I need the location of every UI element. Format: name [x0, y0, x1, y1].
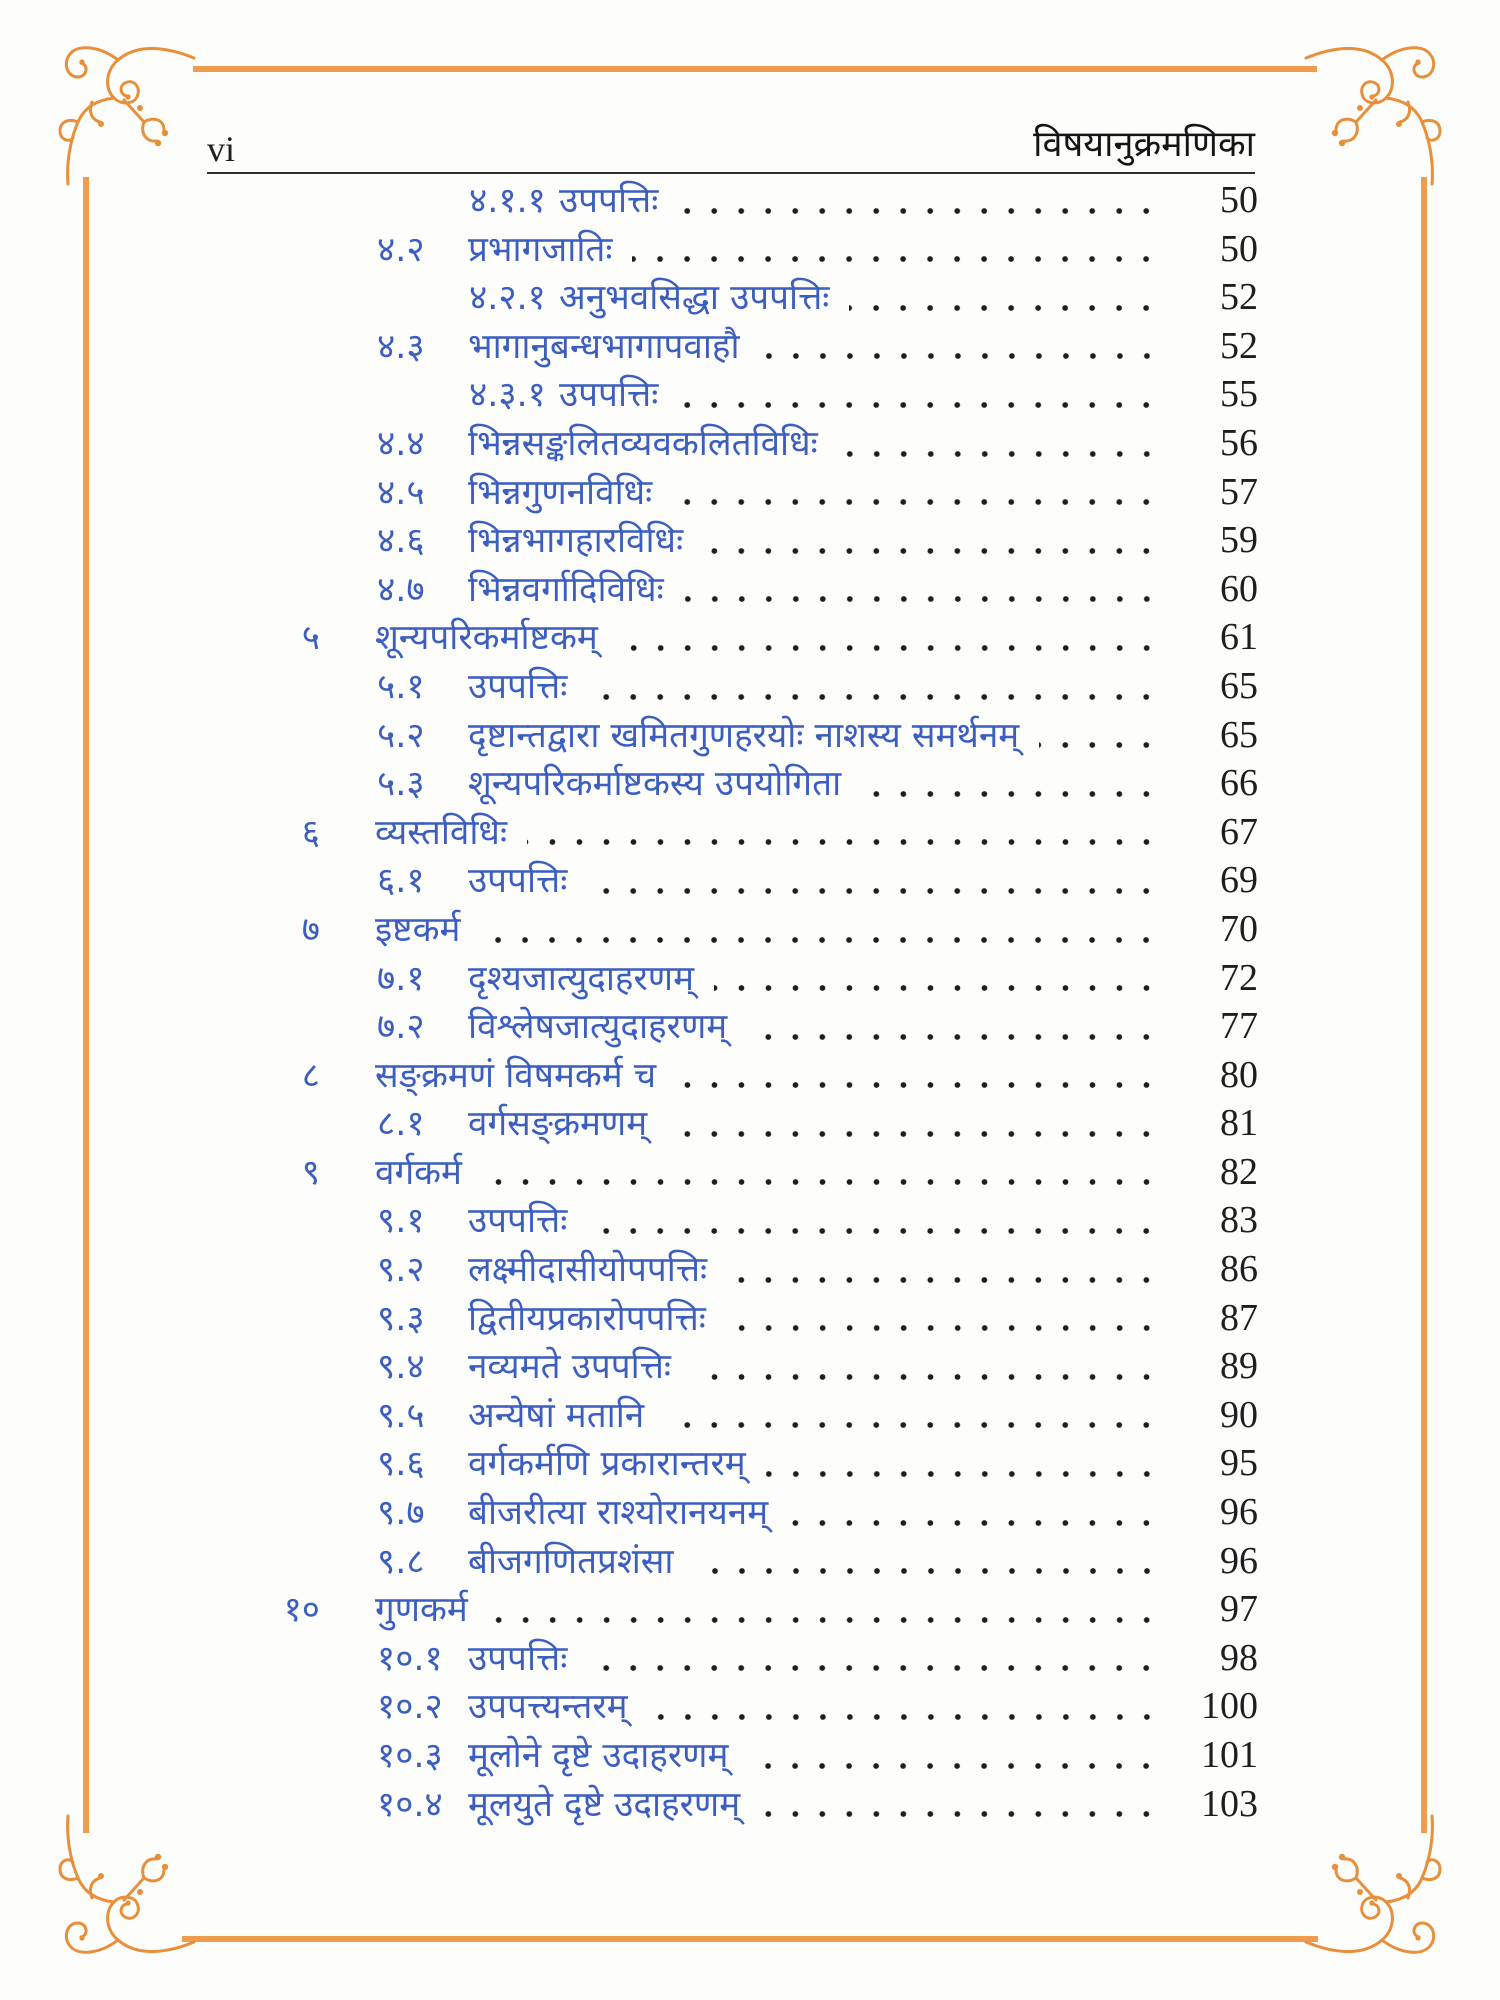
toc-entry-page: 81: [1220, 1102, 1258, 1145]
toc-entry-number: ५: [301, 618, 320, 659]
toc-entry: [283, 565, 1258, 614]
toc-entry: [283, 273, 1258, 322]
toc-entry-number: १०: [283, 1590, 320, 1631]
toc-entry-number: ४.२.१: [469, 278, 546, 319]
dot-leader: [861, 759, 1162, 808]
dot-leader: [694, 1537, 1163, 1586]
toc-entry-title: अनुभवसिद्धा उपपत्तिः: [559, 278, 830, 319]
frame-line-bottom: [182, 1936, 1318, 1942]
dot-leader: [676, 1051, 1162, 1100]
toc-entry-page: 52: [1220, 276, 1258, 319]
toc-entry: [283, 1585, 1258, 1634]
toc-entry: [283, 1780, 1258, 1829]
page-folio: vi: [207, 129, 236, 169]
toc-entry-number: ९.६: [377, 1444, 425, 1485]
dot-leader: [684, 565, 1162, 614]
dot-leader: [667, 1099, 1162, 1148]
toc-entry-number: ९.१: [377, 1201, 425, 1242]
toc-entry-title: वर्गकर्मणि प्रकारान्तरम्: [468, 1444, 746, 1485]
toc-entry-number: ७: [301, 909, 320, 950]
toc-entry-page: 69: [1220, 859, 1258, 902]
toc-entry-number: ६.१: [377, 861, 425, 902]
toc-entry: [283, 662, 1258, 711]
toc-entry-title: अन्येषां मतानि: [468, 1395, 645, 1436]
toc-entry-number: ४.३.१: [469, 375, 546, 416]
toc-entry-page: 101: [1201, 1734, 1258, 1776]
toc-entry: [283, 1682, 1258, 1731]
toc-entry-title: बीजगणितप्रशंसा: [468, 1541, 674, 1582]
corner-flourish-icon: [1302, 1812, 1452, 1962]
toc-entry-title: बीजरीत्या राश्योरानयनम्: [468, 1493, 769, 1534]
toc-entry: [283, 1731, 1258, 1780]
dot-leader: [480, 905, 1162, 954]
toc-entry-page: 96: [1220, 1491, 1258, 1534]
toc-entry-page: 65: [1220, 664, 1258, 707]
dot-leader: [678, 370, 1162, 419]
toc-entry-title: उपपत्तिः: [468, 1201, 568, 1242]
toc-entry-title: भिन्नसङ्कलितव्यवकलितविधिः: [468, 423, 818, 464]
toc-entry-page: 97: [1220, 1588, 1258, 1631]
toc-entry-page: 103: [1201, 1782, 1258, 1825]
dot-leader: [664, 1391, 1162, 1440]
header-rule: [207, 172, 1255, 174]
toc-entry-number: ९.३: [377, 1298, 425, 1339]
toc-entry-number: ८.१: [377, 1104, 425, 1145]
toc-entry-page: 61: [1220, 616, 1258, 659]
dot-leader: [747, 1002, 1162, 1051]
toc-entry-title: वर्गकर्म: [375, 1152, 462, 1193]
dot-leader: [726, 1294, 1162, 1343]
toc-entry-number: ४.१.१: [469, 181, 546, 221]
toc-entry-title: विश्लेषजात्युदाहरणम्: [468, 1007, 728, 1048]
dot-leader: [488, 1585, 1162, 1634]
toc-entry-title: दृष्टान्तद्वारा खमितगुणहरयोः नाशस्य समर्थनम्: [468, 715, 1020, 756]
page-title: विषयानुक्रमणिका: [1033, 124, 1255, 165]
dot-leader: [632, 225, 1162, 274]
toc-entry: [283, 905, 1258, 954]
toc-entry-number: ९.५: [377, 1395, 425, 1436]
toc-entry-number: १०.४: [377, 1784, 443, 1825]
toc-entry-title: गुणकर्म: [375, 1590, 468, 1631]
toc-entry-title: मूलोने दृष्टे उदाहरणम्: [468, 1736, 729, 1776]
toc-entry-number: १०.२: [377, 1687, 443, 1728]
toc-entry-page: 67: [1220, 810, 1258, 853]
toc-entry-page: 82: [1220, 1150, 1258, 1193]
toc-entry-number: ९.७: [377, 1493, 425, 1534]
toc-entry-number: ४.५: [377, 472, 425, 513]
toc-entry-title: उपपत्तिः: [468, 666, 568, 707]
toc-entry: [283, 759, 1258, 808]
toc-entry: [283, 613, 1258, 662]
toc-entry-number: ६: [301, 812, 320, 853]
toc-entry: [283, 225, 1258, 274]
toc-entry-title: नव्यमते उपपत्तिः: [468, 1347, 671, 1388]
toc-entry-number: ९: [301, 1152, 320, 1193]
toc-entry-page: 90: [1220, 1393, 1258, 1436]
toc-entry: [283, 856, 1258, 905]
toc-entry-number: ७.१: [377, 958, 425, 999]
toc-entry: [283, 1294, 1258, 1343]
toc-entry-title: भिन्नभागहारविधिः: [468, 521, 684, 562]
dot-leader: [527, 808, 1162, 857]
dot-leader: [482, 1148, 1162, 1197]
toc-entry: [283, 711, 1258, 760]
toc-entry-number: ७.२: [377, 1007, 425, 1048]
toc-entry-title: शून्यपरिकर्माष्टकम्: [375, 618, 598, 659]
toc-entry-title: इष्टकर्म: [375, 909, 461, 950]
toc-entry-number: १०.३: [377, 1736, 443, 1776]
dot-leader: [678, 176, 1162, 225]
toc-entry-title: व्यस्तविधिः: [375, 812, 508, 853]
toc-entry-title: भिन्नगुणनविधिः: [468, 472, 653, 513]
dot-leader: [727, 1245, 1162, 1294]
frame-line-right: [1421, 177, 1427, 1833]
toc-entry-number: ९.८: [377, 1541, 425, 1582]
toc-entry-number: ५.१: [377, 666, 425, 707]
toc-entry-page: 98: [1220, 1636, 1258, 1679]
dot-leader: [587, 856, 1162, 905]
toc-entry: [283, 954, 1258, 1003]
toc-entry: [283, 468, 1258, 517]
toc-entry-title: भिन्नवर्गादिविधिः: [468, 569, 664, 610]
toc-entry-page: 57: [1220, 470, 1258, 513]
frame-line-left: [83, 177, 89, 1833]
toc-entry-page: 66: [1220, 762, 1258, 805]
toc-entry-title: भागानुबन्धभागापवाहौ: [468, 326, 740, 367]
dot-leader: [748, 1731, 1162, 1780]
toc-entry-number: ९.४: [377, 1347, 425, 1388]
dot-leader: [691, 1342, 1162, 1391]
dot-leader: [760, 322, 1162, 371]
toc-entry: [283, 1148, 1258, 1197]
dot-leader: [1039, 711, 1162, 760]
toc-entry: [283, 176, 1258, 225]
dot-leader: [760, 1780, 1162, 1829]
toc-entry-number: ५.३: [377, 764, 425, 805]
dot-leader: [587, 662, 1162, 711]
toc-entry-title: शून्यपरिकर्माष्टकस्य उपयोगिता: [468, 764, 842, 805]
frame-line-top: [193, 66, 1317, 72]
toc-entry-page: 87: [1220, 1296, 1258, 1339]
toc-entry: [283, 1196, 1258, 1245]
toc-entry-page: 65: [1220, 713, 1258, 756]
dot-leader: [672, 468, 1162, 517]
toc-entry-page: 96: [1220, 1539, 1258, 1582]
corner-flourish-icon: [1302, 38, 1452, 188]
toc-entry-page: 100: [1201, 1685, 1258, 1728]
toc-entry: [283, 1537, 1258, 1586]
dot-leader: [766, 1439, 1162, 1488]
dot-leader: [618, 613, 1162, 662]
toc-entry-page: 70: [1220, 907, 1258, 950]
toc-entry-title: दृश्यजात्युदाहरणम्: [468, 958, 695, 999]
toc-entry-title: लक्ष्मीदासीयोपपत्तिः: [468, 1250, 708, 1291]
toc-entry: [283, 1245, 1258, 1294]
toc-entry: [283, 1391, 1258, 1440]
toc-entry-number: ४.३: [377, 326, 425, 367]
toc-entry-number: ९.२: [377, 1250, 425, 1291]
toc-entry: [283, 1002, 1258, 1051]
toc-entry: [283, 322, 1258, 371]
toc-entry-page: 50: [1220, 227, 1258, 270]
toc-entry: [283, 1634, 1258, 1683]
toc-entry-page: 89: [1220, 1345, 1258, 1388]
toc-entry-title: उपपत्तिः: [468, 1638, 568, 1679]
dot-leader: [703, 516, 1162, 565]
dot-leader: [838, 419, 1162, 468]
toc-entry-title: प्रभागजातिः: [468, 229, 613, 270]
dot-leader: [648, 1682, 1162, 1731]
toc-entry-title: उपपत्तिः: [559, 181, 659, 221]
toc-entry: [283, 1051, 1258, 1100]
toc-entry-page: 56: [1220, 421, 1258, 464]
toc-list: [283, 176, 1258, 1828]
toc-entry-number: ४.४: [377, 423, 425, 464]
dot-leader: [587, 1196, 1162, 1245]
toc-entry-title: उपपत्तिः: [559, 375, 659, 416]
toc-entry-page: 52: [1220, 324, 1258, 367]
toc-entry-page: 95: [1220, 1442, 1258, 1485]
toc-entry-number: ८: [301, 1055, 320, 1096]
toc-entry: [283, 1099, 1258, 1148]
toc-entry: [283, 1342, 1258, 1391]
toc-entry-page: 50: [1220, 179, 1258, 221]
toc-entry-page: 60: [1220, 567, 1258, 610]
toc-entry: [283, 370, 1258, 419]
toc-entry-title: मूलयुते दृष्टे उदाहरणम्: [468, 1784, 741, 1825]
toc-entry-number: ४.६: [377, 521, 425, 562]
toc-entry-number: ५.२: [377, 715, 425, 756]
toc-entry: [283, 1439, 1258, 1488]
corner-flourish-icon: [48, 38, 198, 188]
corner-flourish-icon: [48, 1812, 198, 1962]
toc-entry-title: वर्गसङ्क्रमणम्: [468, 1104, 648, 1145]
toc-entry-number: १०.१: [377, 1638, 443, 1679]
dot-leader: [714, 954, 1162, 1003]
toc-entry-page: 80: [1220, 1053, 1258, 1096]
toc-entry-title: उपपत्त्यन्तरम्: [468, 1687, 628, 1728]
dot-leader: [587, 1634, 1162, 1683]
toc-entry-title: सङ्क्रमणं विषमकर्म च: [375, 1055, 657, 1096]
toc-entry-page: 86: [1220, 1248, 1258, 1291]
toc-entry-page: 77: [1220, 1005, 1258, 1048]
toc-entry: [283, 419, 1258, 468]
toc-entry-page: 55: [1220, 373, 1258, 416]
toc-entry-number: ४.२: [377, 229, 425, 270]
toc-entry-page: 83: [1220, 1199, 1258, 1242]
toc-entry: [283, 1488, 1258, 1537]
toc-entry-title: द्वितीयप्रकारोपपत्तिः: [468, 1298, 706, 1339]
dot-leader: [788, 1488, 1162, 1537]
toc-entry-number: ४.७: [377, 569, 425, 610]
toc-entry-title: उपपत्तिः: [468, 861, 568, 902]
toc-entry-page: 72: [1220, 956, 1258, 999]
toc-entry: [283, 808, 1258, 857]
toc-entry: [283, 516, 1258, 565]
dot-leader: [849, 273, 1162, 322]
toc-entry-page: 59: [1220, 519, 1258, 562]
